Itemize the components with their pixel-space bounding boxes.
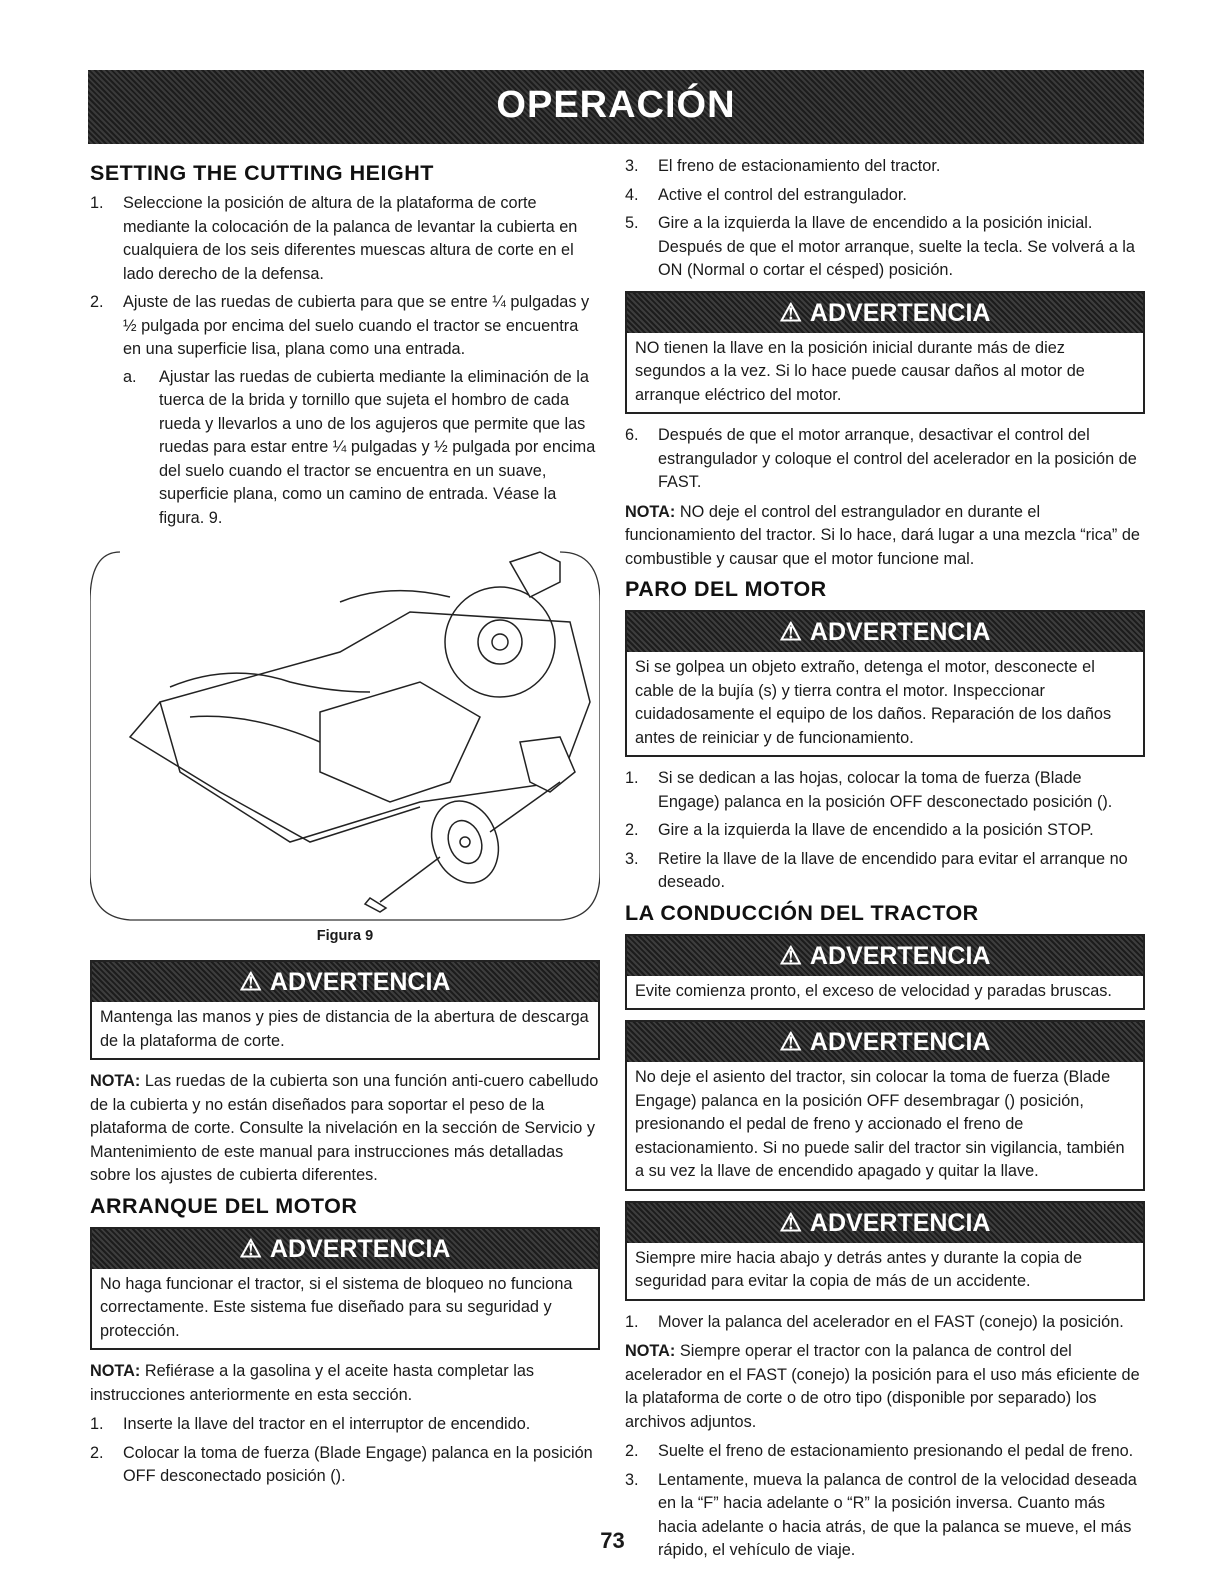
warning-header: ⚠ ADVERTENCIA [627,1022,1143,1062]
warning-header: ⚠ ADVERTENCIA [627,1203,1143,1243]
section-heading-paro: PARO DEL MOTOR [625,577,827,601]
note-paragraph: NOTA: Las ruedas de la cubierta son una función anti-cuero cabelludo de la cubierta y no están diseñados para soportar el peso de la plataforma de corte. Consulte la nivelación en la sección de Servicio y Mantenimiento de este manual para instrucciones más detalladas sobre los ajustes de cubierta diferentes. [90,1072,599,1184]
warning-triangle-icon: ⚠ [779,618,802,646]
right-column [625,155,1145,1568]
page-title: OPERACIÓN [496,84,736,126]
cutting-height-list [90,192,600,530]
list-item: 3. Lentamente, mueva la palanca de control de la velocidad deseada en la “F” hacia adelante o “R” la posición inversa. Cuanto más hacia adelante o hacia atrás, de que la palanca se mueve, el más rápido, el vehículo de viaje. [625,1470,1137,1559]
list-item: 2. Colocar la toma de fuerza (Blade Engage) palanca en la posición OFF desconectado posición (). [90,1443,593,1485]
list-item: 1. Si se dedican a las hojas, colocar la toma de fuerza (Blade Engage) palanca en la posición OFF desconectado posición (). [625,769,1113,811]
warning-triangle-icon: ⚠ [779,941,802,970]
page-number: 73 [600,1528,625,1553]
figure-9-illustration [90,542,600,922]
list-item: 1. Mover la palanca del acelerador en el FAST (conejo) la posición. [625,1312,1124,1331]
warning-box [90,1227,600,1351]
warning-text: NO tienen la llave en la posición inicial durante más de diez segundos a la vez. Si lo hace puede causar daños al motor de arranque eléctrico del motor. [635,338,1085,404]
warning-text: Mantenga las manos y pies de distancia de la abertura de descarga de la plataforma de corte. [100,1008,589,1050]
warning-text: No haga funcionar el tractor, si el sistema de bloqueo no funciona correctamente. Este sistema fue diseñado para su seguridad y protección. [100,1274,573,1340]
warning-box [625,1020,1145,1191]
warning-box [90,960,600,1060]
warning-text: Siempre mire hacia abajo y detrás antes y durante la copia de seguridad para evitar la copia de más de un accidente. [635,1248,1083,1290]
list-item: 2. Ajuste de las ruedas de cubierta para que se entre ¼ pulgadas y ½ pulgada por encima del suelo cuando el tractor se encuentra en una superficie lisa, plana como una entrada. a. Ajustar las ruedas de cubierta mediante la eliminación de la tuerca de la brida y tornillo que sujeta el hombro de cada rueda y llevarlos a uno de los agujeros que permite que las ruedas para estar entre ¼ pulgadas y ½ pulgada por encima del suelo cuando el tractor se encuentra en un suave, superficie plana, como un camino de entrada. Véase la figura. 9. [90,291,600,530]
warning-triangle-icon: ⚠ [239,1234,262,1263]
warning-triangle-icon: ⚠ [779,298,802,327]
warning-header: ⚠ ADVERTENCIA [627,293,1143,333]
warning-box [625,934,1145,1011]
figure-caption: Figura 9 [316,928,374,944]
list-item: 3. El freno de estacionamiento del tractor. [625,157,941,175]
section-heading-cutting-height: SETTING THE CUTTING HEIGHT [90,161,434,185]
arranque-list [90,1413,600,1489]
warning-text: Evite comienza pronto, el exceso de velocidad y paradas bruscas. [635,981,1112,1000]
warning-box [625,610,1145,757]
deck-wheel-drawing [90,542,600,922]
section-heading-conduccion: LA CONDUCCIÓN DEL TRACTOR [625,900,979,925]
warning-triangle-icon: ⚠ [779,1028,802,1056]
section-heading-arranque: ARRANQUE DEL MOTOR [90,1193,358,1218]
warning-text: No deje el asiento del tractor, sin colocar la toma de fuerza (Blade Engage) palanca en la posición OFF desembragar () posición, presionando el pedal de freno y accionado el freno de estacionamiento. Si no puede salir del tractor sin vigilancia, también a su vez la llave de encendido apagado y quitar la llave. [635,1068,1125,1180]
note-paragraph: NOTA: Refiérase a la gasolina y el aceite hasta completar las instrucciones anteriormente en esta sección. [90,1362,535,1404]
list-item: 2. Gire a la izquierda la llave de encendido a la posición STOP. [625,821,1094,839]
paro-list [625,767,1145,895]
header-banner [88,70,1144,144]
arranque-continued-list-2 [625,424,1145,495]
sub-list [123,366,600,531]
list-item: 6. Después de que el motor arranque, desactivar el control del estrangulador y coloque el control del acelerador en la posición de FAST. [625,426,1137,491]
warning-box [625,1201,1145,1301]
list-item: 1. Inserte la llave del tractor en el interruptor de encendido. [90,1415,531,1433]
warning-triangle-icon: ⚠ [239,968,262,996]
list-item: 5. Gire a la izquierda la llave de encendido a la posición inicial. Después de que el motor arranque, suelte la tecla. Se volverá a la ON (Normal o cortar el césped) posición. [625,214,1135,279]
warning-text: Si se golpea un objeto extraño, detenga el motor, desconecte el cable de la bujía (s) y tierra contra el motor. Inspeccionar cuidadosamente el equipo de los daños. Reparación de los daños antes de reiniciar y de funcionamiento. [635,658,1112,747]
left-column [90,155,600,1494]
warning-header: ⚠ ADVERTENCIA [92,1229,598,1269]
warning-box [625,291,1145,415]
sub-list-item: a. Ajustar las ruedas de cubierta mediante la eliminación de la tuerca de la brida y tornillo que sujeta el hombro de cada rueda y llevarlos a uno de los agujeros que permite que las ruedas para estar entre ¼ pulgadas y ½ pulgada por encima del suelo cuando el tractor se encuentra en un suave, superficie plana, como un camino de entrada. Véase la figura. 9. [123,367,596,527]
conduccion-list [625,1311,1145,1335]
warning-header: ⚠ ADVERTENCIA [92,962,598,1002]
note-paragraph: NOTA: Siempre operar el tractor con la palanca de control del acelerador en el FAST (conejo) la posición para el uso más eficiente de la plataforma de corte o de otro tipo (disponible por separado) los archivos adjuntos. [625,1342,1140,1431]
list-item: 3. Retire la llave de la llave de encendido para evitar el arranque no deseado. [625,849,1128,891]
warning-header: ⚠ ADVERTENCIA [627,936,1143,976]
warning-header: ⚠ ADVERTENCIA [627,612,1143,652]
arranque-continued-list [625,155,1145,283]
list-item: 1. Seleccione la posición de altura de la plataforma de corte mediante la colocación de la palanca de levantar la cubierta en cualquiera de los seis diferentes muescas altura de corte en el lado derecho de la defensa. [90,194,578,283]
warning-triangle-icon: ⚠ [779,1208,802,1237]
note-paragraph: NOTA: NO deje el control del estrangulador en durante el funcionamiento del tractor. Si lo hace, dará lugar a una mezcla “rica” de combustible y causar que el motor funcione mal. [625,502,1140,568]
list-item: 2. Suelte el freno de estacionamiento presionando el pedal de freno. [625,1442,1134,1460]
list-item: 4. Active el control del estrangulador. [625,185,907,204]
